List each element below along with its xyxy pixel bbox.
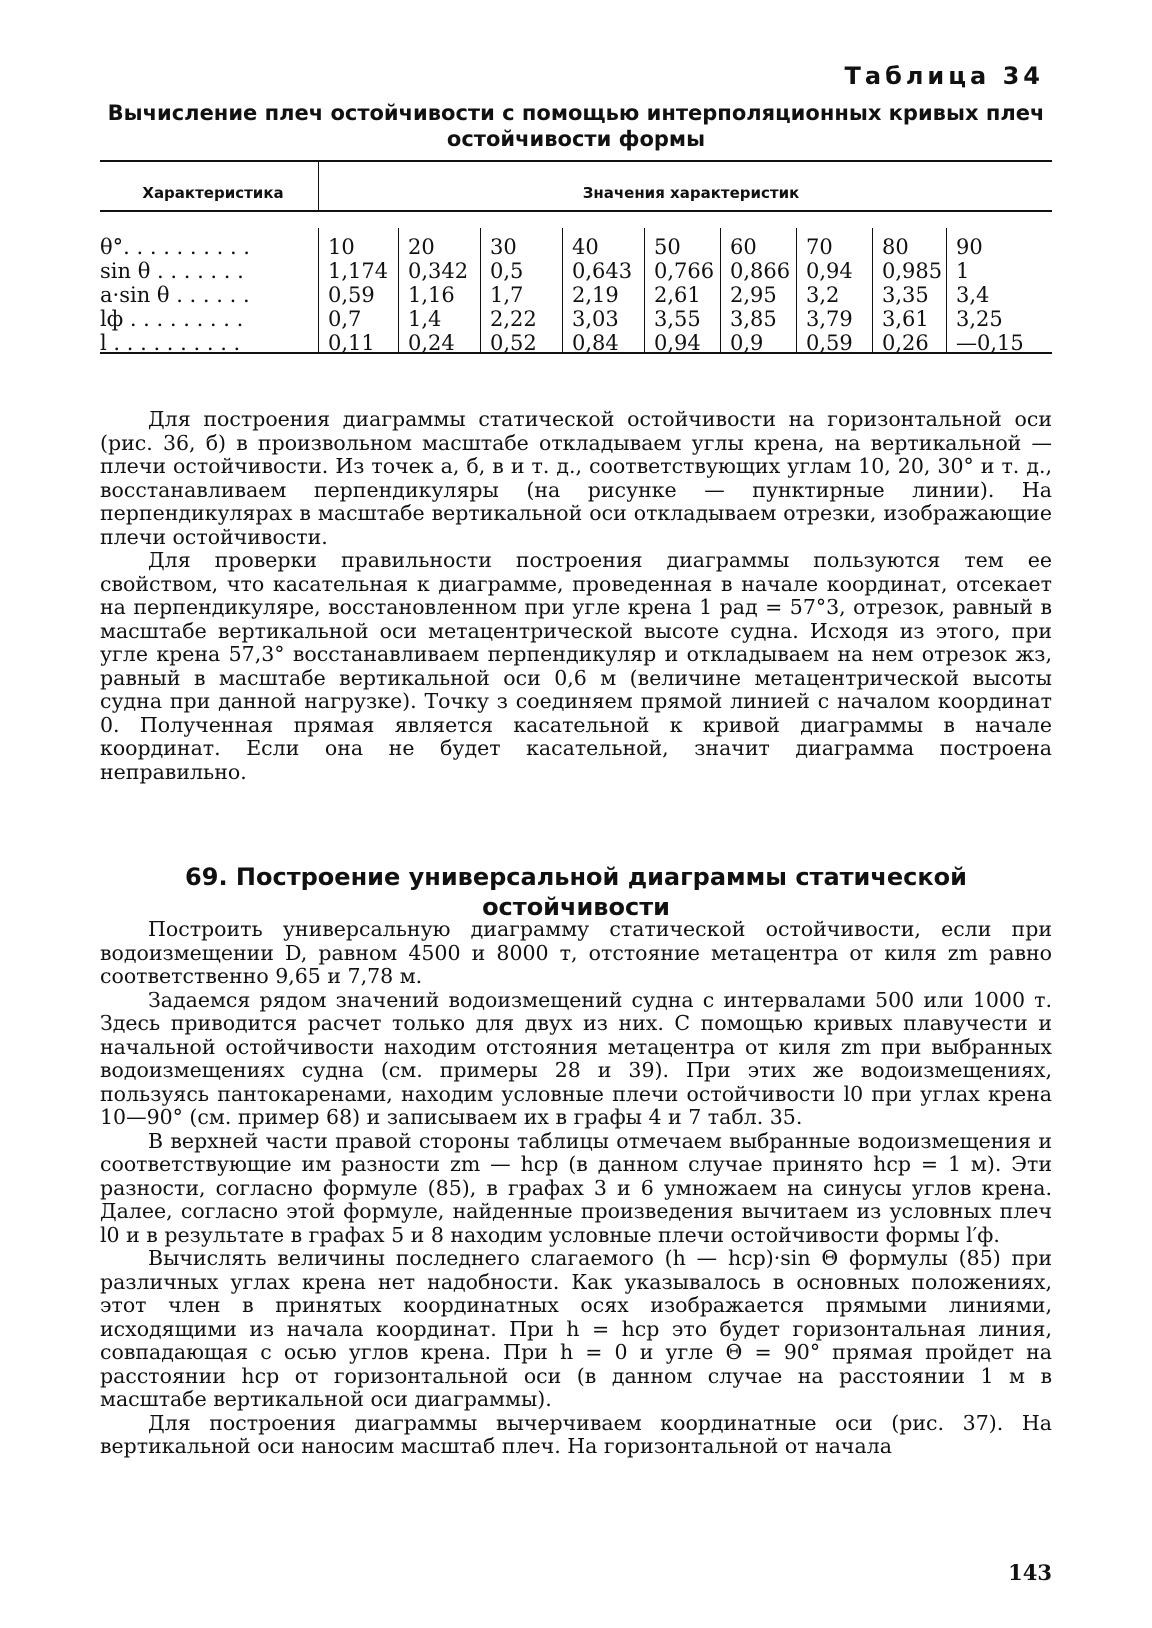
table-cell: 3,4: [956, 283, 990, 307]
table-label: Таблица 34: [844, 62, 1044, 90]
column-divider: [398, 228, 399, 352]
paragraph: Для построения диаграммы статической остойчивости на горизонтальной оси (рис. 36, б) в произвольном масштабе откладываем углы крена, на вертикальной — плечи остойчивости. Из точек а, б, в и т. д., соответствующих углам 10, 20, 30° и т. д., восстанавливаем перпендикуляры (на рисунке — пунктирные линии). На перпендикулярах в масштабе вертикальной оси откладываем отрезки, изображающие плечи остойчивости.: [100, 407, 1052, 549]
column-divider: [872, 228, 873, 352]
table-header-values: Значения характеристик: [582, 184, 800, 202]
paragraph: Для проверки правильности построения диаграммы пользуются тем ее свойством, что касательная к диаграмме, проведенная в начале координат, отсекает на перпендикуляре, восстановленном при угле крена 1 рад = 57°3, отрезок, равный в масштабе вертикальной оси метацентрической высоте судна. Исходя из этого, при угле крена 57,3° восстанавливаем перпендикуляр и откладываем на нем отрезок жз, равный в масштабе вертикальной оси 0,6 м (величине метацентрической высоты судна при данной нагрузке). Точку з соединяем прямой линией с началом координат 0. Полученная прямая является касательной к кривой диаграммы в начале координат. Если она не будет касательной, значит диаграмма построена неправильно.: [100, 548, 1052, 784]
table-row-label: lф . . . . . . . . .: [100, 308, 244, 331]
page-number: 143: [1008, 1560, 1052, 1585]
table-cell: 1: [956, 259, 970, 283]
table-cell: 2,95: [730, 283, 777, 307]
table-cell: 3,03: [572, 307, 619, 331]
section-heading-line-2: остойчивости: [482, 893, 670, 921]
table-cell: 0,84: [572, 331, 619, 355]
column-divider: [480, 228, 481, 352]
table-cell: 0,7: [328, 307, 362, 331]
table-cell: 3,25: [956, 307, 1003, 331]
table-cell: 2,61: [654, 283, 701, 307]
table-title: [100, 100, 1052, 152]
paragraph: В верхней части правой стороны таблицы отмечаем выбранные водоизмещения и соответствующие им разности zm — hср (в данном случае принято hср = 1 м). Эти разности, согласно формуле (85), в графах 3 и 6 умножаем на синусы углов крена. Далее, согласно этой формуле, найденные произведения вычитаем из условных плеч l0 и в результате в графах 5 и 8 находим условные плечи остойчивости формы l′ф.: [100, 1128, 1052, 1247]
column-divider: [720, 228, 721, 352]
table-cell: —0,15: [956, 331, 1024, 355]
section-heading-line-1: 69. Построение универсальной диаграммы статической: [185, 863, 967, 891]
paragraph: Для построения диаграммы вычерчиваем координатные оси (рис. 37). На вертикальной оси наносим масштаб плеч. На горизонтальной от начала: [100, 1410, 1052, 1458]
table-row-label: l . . . . . . . . . .: [100, 332, 241, 355]
column-divider: [562, 228, 563, 352]
table-cell: 0,766: [654, 259, 715, 283]
table-cell: 60: [730, 235, 757, 259]
table-cell: 50: [654, 235, 681, 259]
table-cell: 0,59: [806, 331, 853, 355]
header-divider: [318, 162, 319, 210]
table-cell: 0,9: [730, 331, 764, 355]
table-cell: 10: [328, 235, 355, 259]
table-row-label: a·sin θ . . . . . .: [100, 284, 250, 307]
table-cell: 1,4: [408, 307, 442, 331]
table-cell: 30: [490, 235, 517, 259]
section-heading: [100, 862, 1052, 922]
table-cell: 1,7: [490, 283, 524, 307]
table-cell: 3,35: [882, 283, 929, 307]
table-cell: 0,24: [408, 331, 455, 355]
table-title-line-2: остойчивости формы: [446, 127, 706, 151]
text-block-b: [100, 918, 1052, 1459]
table-title-line-1: Вычисление плеч остойчивости с помощью интерполяционных кривых плеч: [107, 101, 1045, 125]
table-cell: 0,94: [806, 259, 853, 283]
table-cell: 0,59: [328, 283, 375, 307]
table-cell: 1,16: [408, 283, 455, 307]
table-cell: 20: [408, 235, 435, 259]
table-cell: 0,985: [882, 259, 943, 283]
table-cell: 80: [882, 235, 909, 259]
text-block-a: [100, 408, 1052, 784]
table-cell: 0,26: [882, 331, 929, 355]
table-cell: 0,342: [408, 259, 469, 283]
table-cell: 3,79: [806, 307, 853, 331]
table-cell: 3,85: [730, 307, 777, 331]
table-cell: 0,866: [730, 259, 791, 283]
column-divider: [644, 228, 645, 352]
table-cell: 2,19: [572, 283, 619, 307]
table-cell: 2,22: [490, 307, 537, 331]
table-bottom-rule: [100, 352, 1052, 354]
table-cell: 0,643: [572, 259, 633, 283]
table-cell: 0,94: [654, 331, 701, 355]
table-cell: 3,55: [654, 307, 701, 331]
table-header-rule: [100, 210, 1052, 212]
paragraph: Вычислять величины последнего слагаемого (h — hср)·sin Θ формулы (85) при различных углах крена нет надобности. Как указывалось в основных положениях, этот член в принятых координатных осях изображается прямыми линиями, исходящими из начала координат. При h = hср это будет горизонтальная линия, совпадающая с осью углов крена. При h = 0 и угле Θ = 90° прямая пройдет на расстоянии hср от горизонтальной оси (в данном случае на расстоянии 1 м в масштабе вертикальной оси диаграммы).: [100, 1246, 1052, 1411]
table-header-characteristic: Характеристика: [142, 184, 284, 202]
table-cell: 90: [956, 235, 983, 259]
table-cell: 40: [572, 235, 599, 259]
table-cell: 0,5: [490, 259, 524, 283]
table-row-label: sin θ . . . . . . .: [100, 260, 244, 283]
table-cell: 3,2: [806, 283, 840, 307]
paragraph: Задаемся рядом значений водоизмещений судна с интервалами 500 или 1000 т. Здесь приводится расчет только для двух из них. С помощью кривых плавучести и начальной остойчивости находим отстояния метацентра от киля zm при выбранных водоизмещениях судна (см. примеры 28 и 39). При этих же водоизмещениях, пользуясь пантокаренами, находим условные плечи остойчивости l0 при углах крена 10—90° (см. пример 68) и записываем их в графы 4 и 7 табл. 35.: [100, 987, 1052, 1129]
table-cell: 1,174: [328, 259, 389, 283]
paragraph: Построить универсальную диаграмму статической остойчивости, если при водоизмещении D, равном 4500 и 8000 т, отстояние метацентра от киля zm равно соответственно 9,65 и 7,78 м.: [100, 917, 1052, 988]
table-row-label: θ°. . . . . . . . . .: [100, 236, 250, 259]
column-divider: [946, 228, 947, 352]
table-top-rule: [100, 160, 1052, 162]
table-cell: 0,52: [490, 331, 537, 355]
column-divider: [796, 228, 797, 352]
table-cell: 0,11: [328, 331, 375, 355]
table-cell: 70: [806, 235, 833, 259]
table-cell: 3,61: [882, 307, 929, 331]
